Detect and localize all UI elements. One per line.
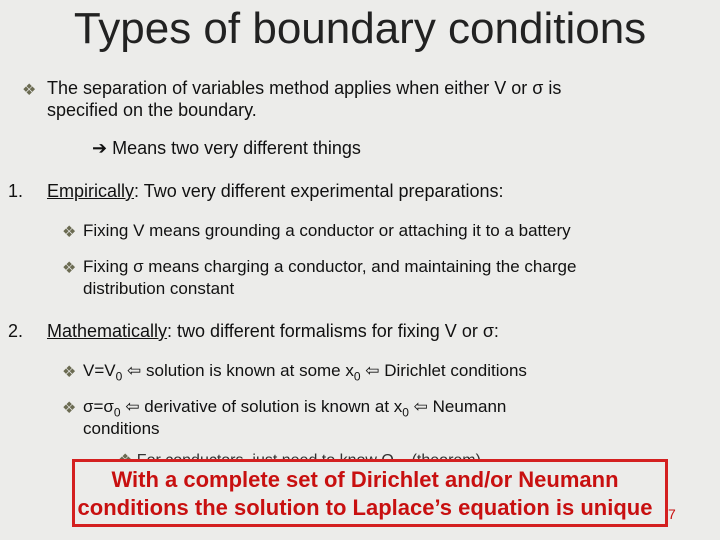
item-2-heading: Mathematically: [47, 321, 168, 341]
dirichlet-end: ⇦ Dirichlet conditions: [360, 361, 527, 380]
right-arrow-icon: ➔: [92, 138, 108, 158]
bullet-icon: ❖: [22, 82, 37, 99]
bullet-icon: ❖: [62, 260, 77, 277]
subscript: 0: [402, 405, 409, 420]
item-1-sub-1: Fixing V means grounding a conductor or attaching it to a battery: [83, 221, 571, 240]
item-2-heading-line: [47, 321, 499, 342]
item-1-heading-line: [47, 181, 504, 202]
neumann-end: ⇦ Neumann: [408, 397, 507, 416]
subscript: 0: [115, 369, 123, 384]
arrow-note-text: Means two very different things: [112, 138, 361, 158]
page-number: 7: [668, 506, 676, 522]
subscript: 0: [353, 369, 361, 384]
callout-line-1: With a complete set of Dirichlet and/or Neumann: [111, 467, 619, 492]
intro-line-1: The separation of variables method applies when either V or σ is: [47, 78, 562, 98]
callout-line-2: conditions the solution to Laplace’s equation is unique: [77, 495, 653, 520]
neumann-mid: ⇦ derivative of solution is known at x: [120, 397, 403, 416]
item-1-sub-2b: distribution constant: [83, 279, 235, 298]
callout-text: [40, 466, 690, 522]
bullet-icon: ❖: [62, 224, 77, 241]
slide-title: Types of boundary conditions: [73, 4, 647, 53]
item-2-number: 2.: [8, 321, 24, 341]
intro-line-2: specified on the boundary.: [47, 100, 257, 120]
sigma-eq: σ=σ: [83, 397, 114, 416]
item-2-sub-1: [83, 360, 527, 387]
bullet-icon: ❖: [62, 400, 77, 417]
item-2-sub-2-line-2: conditions: [83, 419, 160, 438]
item-1-rest: : Two very different experimental preparations:: [134, 181, 504, 201]
item-2-rest: : two different formalisms for fixing V or σ:: [167, 321, 499, 341]
item-1-sub-2a: Fixing σ means charging a conductor, and maintaining the charge: [83, 257, 577, 276]
arrow-note: [92, 138, 361, 159]
subscript: 0: [113, 405, 121, 420]
v-eq: V=V: [83, 361, 116, 380]
item-1-number: 1.: [8, 181, 24, 201]
bullet-icon: ❖: [62, 364, 77, 381]
item-1-heading: Empirically: [47, 181, 135, 201]
dirichlet-mid: ⇦ solution is known at some x: [122, 361, 354, 380]
